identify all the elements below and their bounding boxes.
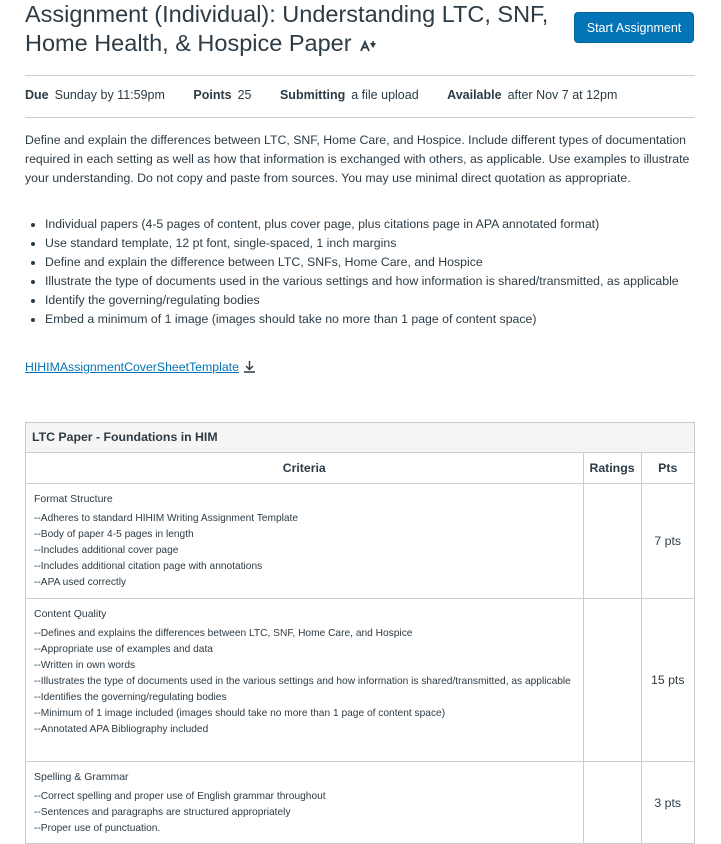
detail-available: Available after Nov 7 at 12pm xyxy=(447,88,618,102)
table-row xyxy=(26,762,694,844)
start-assignment-button[interactable]: Start Assignment xyxy=(574,12,694,43)
list-item: • Illustrate the type of documents used in the various settings and how information is shared/transmitted, as applicable xyxy=(45,272,695,291)
criterion-line: --Adheres to standard HIHIM Writing Assignment Template xyxy=(34,513,299,524)
list-item: • Use standard template, 12 pt font, single-spaced, 1 inch margins xyxy=(45,234,695,253)
divider-top xyxy=(25,75,695,76)
rubric-header-row xyxy=(26,453,694,484)
cover-sheet-template-link[interactable]: HIHIMAssignmentCoverSheetTemplate xyxy=(25,360,256,376)
criterion-line: --Identifies the governing/regulating bodies xyxy=(34,692,227,703)
criterion-line: --Body of paper 4-5 pages in length xyxy=(34,529,194,540)
criterion-name: Format Structure xyxy=(34,493,113,505)
criterion-line: --Appropriate use of examples and data xyxy=(34,644,213,655)
criterion-cell xyxy=(26,599,583,762)
criterion-line: --Illustrates the type of documents used in the various settings and how information is shared/transmitted, as applicable xyxy=(34,676,571,687)
criterion-name: Spelling & Grammar xyxy=(34,771,129,783)
detail-submitting: Submitting a file upload xyxy=(279,88,419,102)
page-title xyxy=(25,0,565,59)
pts-header: Pts xyxy=(641,453,694,484)
ratings-cell xyxy=(583,762,641,844)
table-row xyxy=(26,599,694,762)
criterion-line: --Sentences and paragraphs are structured appropriately xyxy=(34,807,291,818)
criterion-line: --Includes additional citation page with annotations xyxy=(34,561,263,572)
mastery-paths-icon[interactable] xyxy=(360,30,377,59)
list-item: • Embed a minimum of 1 image (images should take no more than 1 page of content space) xyxy=(45,310,695,329)
table-row xyxy=(26,484,694,599)
points-cell: 15 pts xyxy=(641,599,694,762)
criterion-line: --Defines and explains the differences between LTC, SNF, Home Care, and Hospice xyxy=(34,628,413,639)
ratings-header: Ratings xyxy=(583,453,641,484)
requirements-list xyxy=(25,215,695,329)
criterion-line: --Correct spelling and proper use of English grammar throughout xyxy=(34,791,326,802)
criterion-line: --Minimum of 1 image included (images should take no more than 1 page of content space) xyxy=(34,708,446,719)
points-cell: 7 pts xyxy=(641,484,694,599)
detail-due: Due Sunday by 11:59pm xyxy=(25,88,165,102)
points-cell: 3 pts xyxy=(641,762,694,844)
criterion-line: --Proper use of punctuation. xyxy=(34,823,161,834)
criterion-name: Content Quality xyxy=(34,608,107,620)
detail-points: Points 25 xyxy=(193,88,252,102)
download-icon[interactable] xyxy=(243,360,256,376)
assignment-details xyxy=(25,88,642,102)
ratings-cell xyxy=(583,484,641,599)
assignment-description: Define and explain the differences between LTC, SNF, Home Care, and Hospice. Include different types of documentation required in each setting as well as how that information is exchanged with others, as applicable. Use examples to illustrate your understanding. Do not copy and paste from sources. You may use minimal direct quotation as appropriate. xyxy=(25,133,690,185)
rubric-table xyxy=(25,422,695,844)
assignment-title: Assignment (Individual): Understanding LTC, SNF, Home Health, & Hospice Paper xyxy=(25,1,549,56)
criterion-line: --Annotated APA Bibliography included xyxy=(34,724,209,735)
list-item: • Identify the governing/regulating bodies xyxy=(45,291,695,310)
criteria-header: Criteria xyxy=(26,453,583,484)
criterion-cell xyxy=(26,484,583,599)
ratings-cell xyxy=(583,599,641,762)
criterion-line: --APA used correctly xyxy=(34,577,127,588)
criterion-line: --Includes additional cover page xyxy=(34,545,179,556)
divider-details xyxy=(25,117,695,118)
list-item: • Individual papers (4-5 pages of content, plus cover page, plus citations page in APA annotated format) xyxy=(45,215,695,234)
criterion-cell xyxy=(26,762,583,844)
criterion-line: --Written in own words xyxy=(34,660,136,671)
list-item: • Define and explain the difference between LTC, SNFs, Home Care, and Hospice xyxy=(45,253,695,272)
rubric-title: LTC Paper - Foundations in HIM xyxy=(26,423,694,453)
